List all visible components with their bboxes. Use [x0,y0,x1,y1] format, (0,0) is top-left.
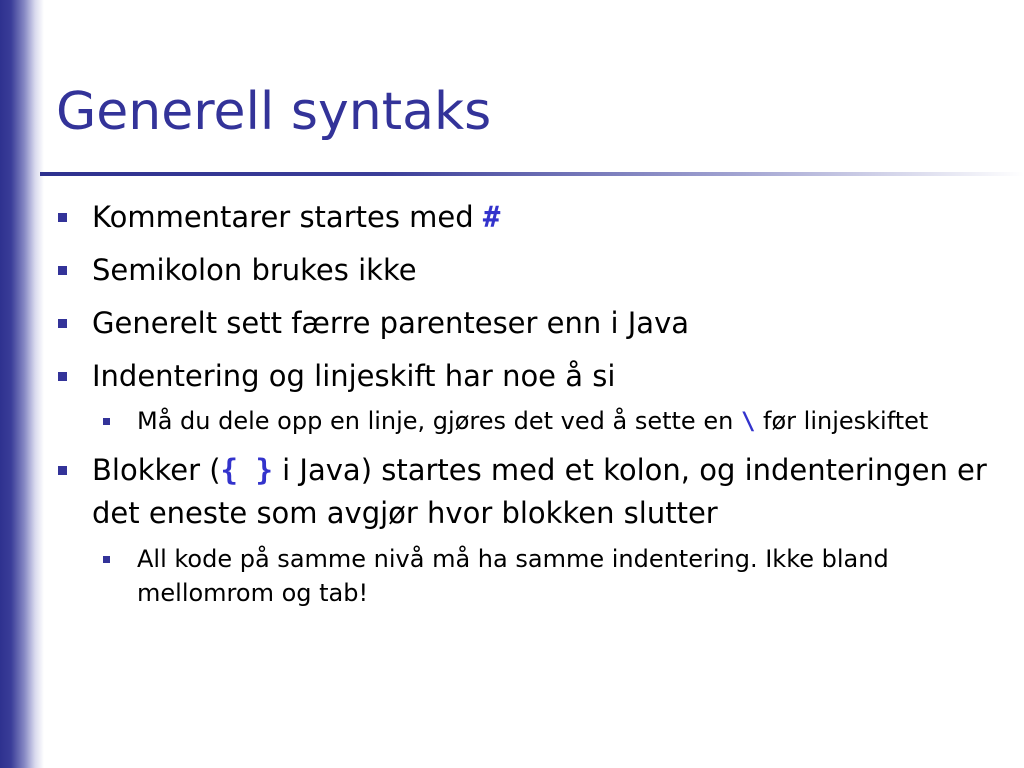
square-bullet-icon [58,319,67,328]
left-accent-bar [0,0,44,768]
title-divider [40,172,1024,176]
bullet-item-semicolon [56,249,991,291]
code-snippet: { } [220,453,273,487]
square-bullet-icon [58,466,67,475]
bullet-item-blocks [56,449,991,535]
code-snippet: # [482,200,501,234]
bullet-text: All kode på samme nivå må ha samme indentering. Ikke bland mellomrom og tab! [137,545,889,607]
bullet-text: Kommentarer startes med [92,200,483,234]
bullet-text: Semikolon brukes ikke [92,253,417,287]
bullet-text: Generelt sett færre parenteser enn i Java [92,306,690,340]
square-bullet-icon [58,266,67,275]
bullet-text: i Java) startes med et kolon, og indenteringen er det eneste som avgjør hvor blokken slutter [92,453,987,530]
square-bullet-icon [103,418,110,425]
bullet-item-indentation [56,355,991,397]
bullet-text: Blokker ( [92,453,221,487]
square-bullet-icon [58,213,67,222]
bullet-text: før linjeskiftet [755,407,929,435]
square-bullet-icon [103,556,110,563]
bullet-item-comments [56,196,991,238]
sub-bullet-item-consistent-indentation [101,542,991,610]
bullet-item-parentheses [56,302,991,344]
square-bullet-icon [58,372,67,381]
slide-title: Generell syntaks [56,82,492,142]
bullet-list [56,196,991,621]
sub-bullet-item-line-continuation [101,404,991,438]
code-snippet: \ [740,407,756,435]
bullet-text: Må du dele opp en linje, gjøres det ved å sette en [137,407,741,435]
bullet-text: Indentering og linjeskift har noe å si [92,359,616,393]
